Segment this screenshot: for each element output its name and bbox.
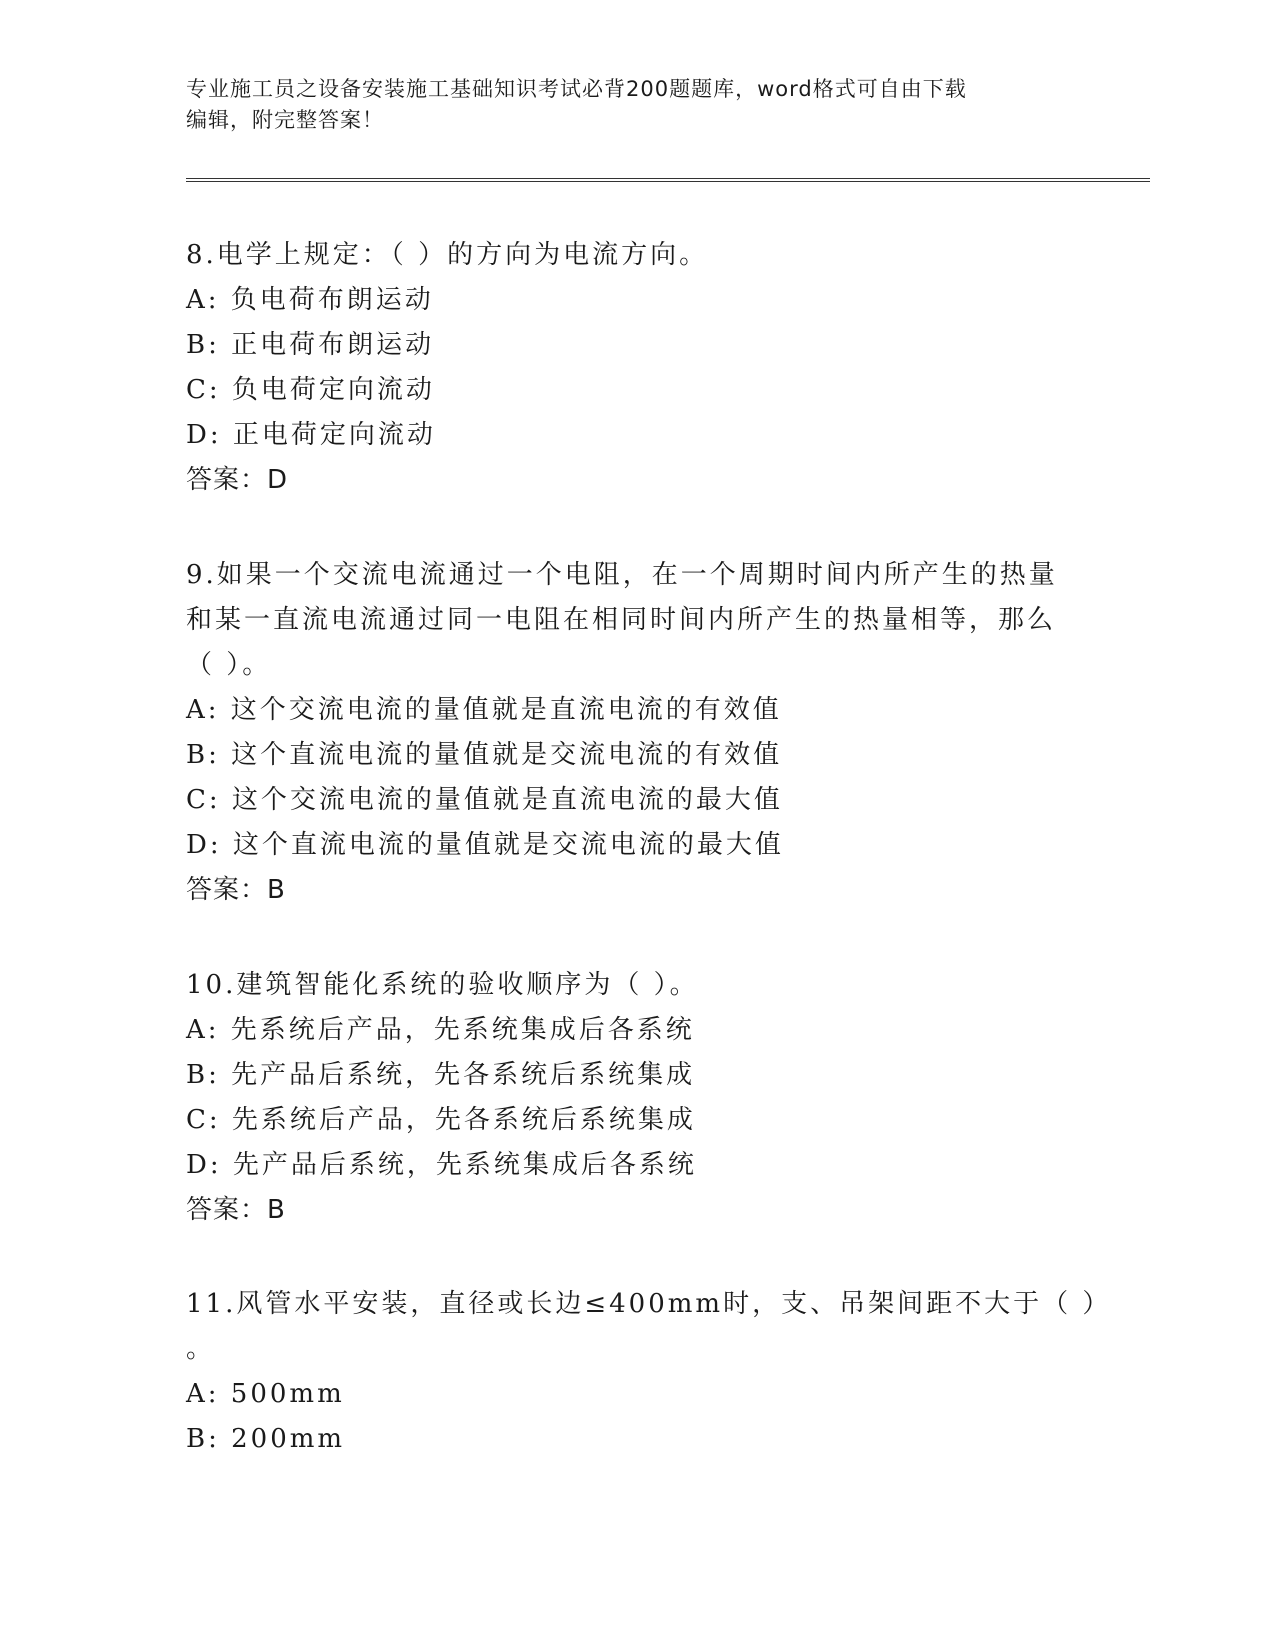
- option-a: A: 先系统后产品，先系统集成后各系统: [186, 1015, 695, 1045]
- header-line-1: 专业施工员之设备安装施工基础知识考试必背200题题库，word格式可自由下载: [186, 77, 967, 101]
- option-d: D: 这个直流电流的量值就是交流电流的最大值: [186, 830, 784, 860]
- option-c: C: 先系统后产品，先各系统后系统集成: [186, 1105, 696, 1135]
- question-text-line-1: 11.风管水平安装，直径或长边≤400mm时，支、吊架间距不大于（ ）: [186, 1289, 1112, 1319]
- option-c: C: 这个交流电流的量值就是直流电流的最大值: [186, 785, 783, 815]
- option-d: D: 先产品后系统，先系统集成后各系统: [186, 1150, 697, 1180]
- option-b: B: 先产品后系统，先各系统后系统集成: [186, 1060, 696, 1090]
- document-header: [186, 74, 1086, 136]
- answer: 答案：B: [186, 875, 286, 905]
- header-divider: [186, 178, 1150, 182]
- question-text-line-1: 9.如果一个交流电流通过一个电阻，在一个周期时间内所产生的热量: [186, 560, 1058, 590]
- option-d: D: 正电荷定向流动: [186, 420, 436, 450]
- question-11: [186, 1282, 1112, 1462]
- option-a: A: 500mm: [186, 1379, 345, 1409]
- option-b: B: 这个直流电流的量值就是交流电流的有效值: [186, 740, 783, 770]
- answer: 答案：B: [186, 1195, 286, 1225]
- question-text-line-3: （ ）。: [186, 650, 272, 680]
- question-10: [186, 963, 1086, 1233]
- option-b: B: 200mm: [186, 1424, 346, 1454]
- header-line-2: 编辑，附完整答案！: [186, 108, 384, 132]
- question-text-line-2: 和某一直流电流通过同一电阻在相同时间内所产生的热量相等，那么: [186, 605, 1057, 635]
- question-text: 8.电学上规定：（ ）的方向为电流方向。: [186, 240, 709, 270]
- option-a: A: 负电荷布朗运动: [186, 285, 434, 315]
- question-8: [186, 233, 1086, 503]
- question-9: [186, 553, 1086, 913]
- question-text-line-2: 。: [186, 1334, 216, 1364]
- option-a: A: 这个交流电流的量值就是直流电流的有效值: [186, 695, 782, 725]
- question-text: 10.建筑智能化系统的验收顺序为（ ）。: [186, 970, 699, 1000]
- option-c: C: 负电荷定向流动: [186, 375, 435, 405]
- option-b: B: 正电荷布朗运动: [186, 330, 435, 360]
- answer: 答案：D: [186, 465, 289, 495]
